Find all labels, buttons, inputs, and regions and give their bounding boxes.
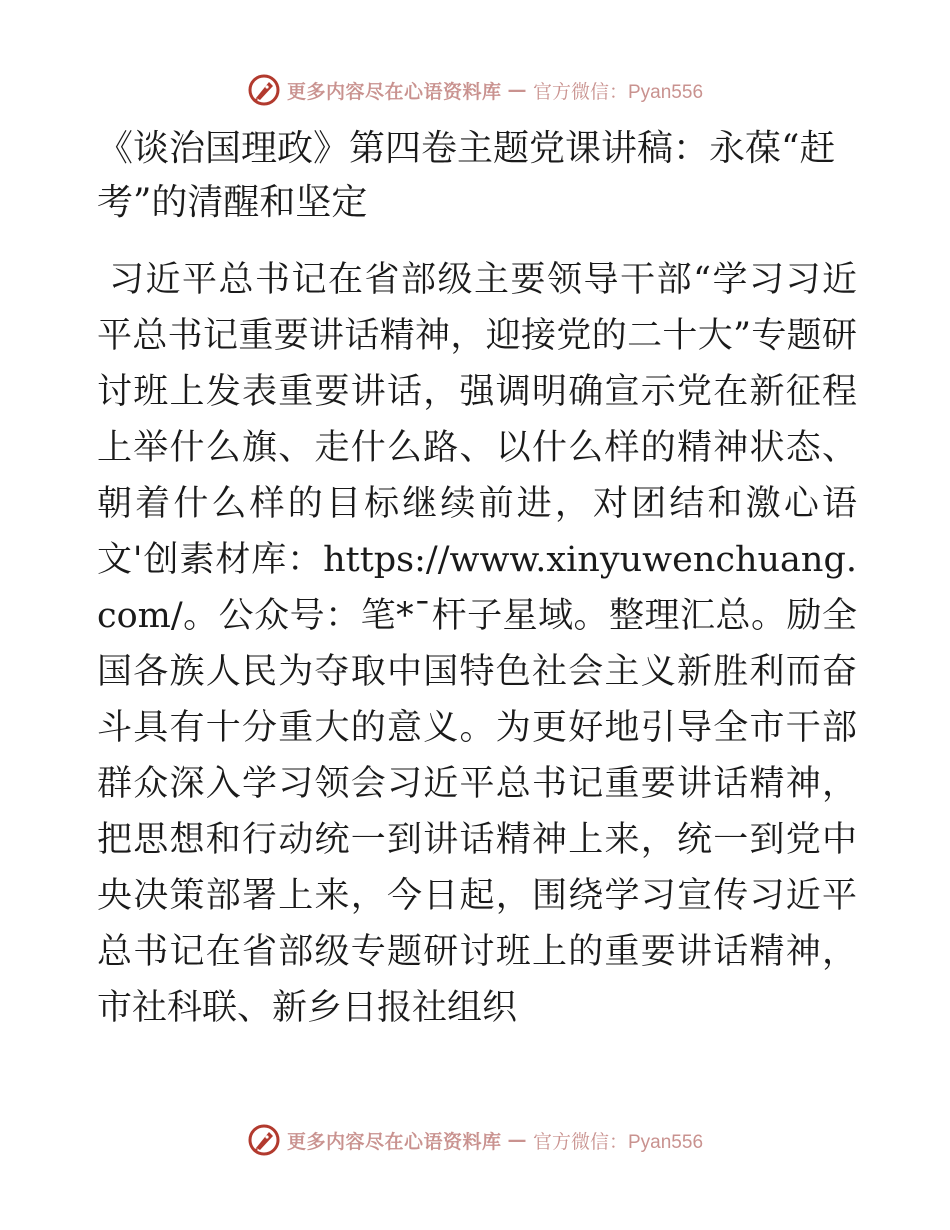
document-title: 《谈治国理政》第四卷主题党课讲稿：永葆“赶考”的清醒和坚定 [97, 128, 836, 223]
banner-separator: — [507, 79, 527, 101]
header-banner [0, 70, 950, 110]
banner-contact: 官方微信：Pyan556 [533, 1131, 704, 1153]
document-body: 习近平总书记在省部级主要领导干部“学习习近平总书记重要讲话精神，迎接党的二十大”专题研讨班上发表重要讲话，强调明确宣示党在新征程上举什么旗、走什么路、以什么样的精神状态、朝着什么样的目标继续前进，对团结和激心语文'创素材库：https://www.xinyuwenchuang.com/。公众号：笔*¯杆子星域。整理汇总。励全国各族人民为夺取中国特色社会主义新胜利而奋斗具有十分重大的意义。为更好地引导全市干部群众深入学习领会习近平总书记重要讲话精神，把思想和行动统一到讲话精神上来，统一到党中央决策部署上来，今日起，围绕学习宣传习近平总书记在省部级专题研讨班上的重要讲话精神，市社科联、新乡日报社组织 [97, 260, 857, 1028]
pen-nib-logo-icon [247, 1123, 281, 1157]
banner-contact: 官方微信：Pyan556 [533, 81, 704, 103]
banner-site-name: 更多内容尽在心语资料库 [286, 80, 502, 103]
banner-separator: — [507, 1129, 527, 1151]
banner-site-name: 更多内容尽在心语资料库 [286, 1130, 502, 1153]
pen-nib-logo-icon [247, 73, 281, 107]
footer-banner [0, 1120, 950, 1160]
